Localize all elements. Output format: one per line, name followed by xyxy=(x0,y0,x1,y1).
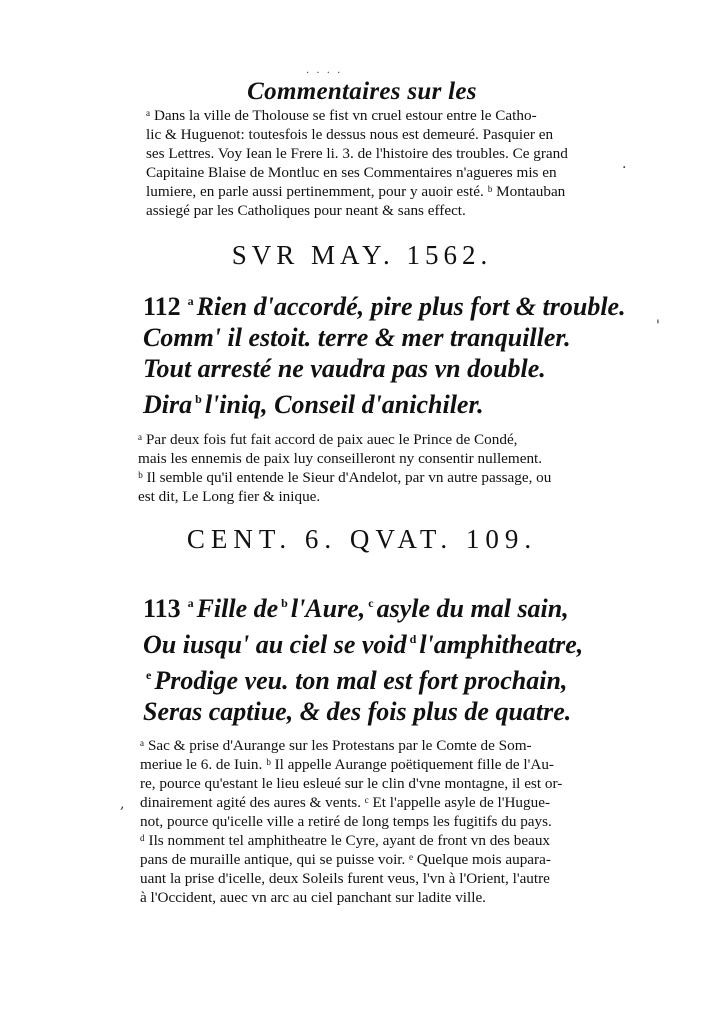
note-line: est dit, Le Long fier & inique. xyxy=(138,488,321,505)
section-title-may-1562: SVR MAY. 1562. xyxy=(231,240,493,270)
note-line: mais les ennemis de paix luy conseilleront ny consentir nullement. xyxy=(138,450,543,467)
verse-line xyxy=(143,624,583,660)
note-line: meriue le 6. de Iuin. ᵇ Il appelle Aurange poëtiquement fille de l'Au- xyxy=(140,756,554,773)
note-line: dinairement agité des aures & vents. ᶜ Et l'appelle asyle de l'Hugue- xyxy=(140,794,551,811)
note-marker: a xyxy=(187,596,194,610)
verse-text: asyle du mal sain, xyxy=(376,594,569,623)
note-marker: a xyxy=(187,294,194,308)
margin-mark: ' xyxy=(656,318,660,334)
margin-mark: , xyxy=(120,796,125,812)
note-line: re, pource qu'estant le lieu esleué sur le clin d'vne montagne, il est or- xyxy=(140,775,563,792)
note-line: not, pource qu'icelle ville a retiré de long temps les fugitifs du pays. xyxy=(140,813,552,830)
quatrain-number: 113 xyxy=(143,594,181,623)
verse-text: Fille de xyxy=(196,594,279,623)
note-line: ᵃ Sac & prise d'Aurange sur les Protestans par le Comte de Som- xyxy=(140,737,532,754)
verse-text: Ou iusqu' au ciel se void xyxy=(143,630,407,659)
note-line: ᵃ Par deux fois fut fait accord de paix auec le Prince de Condé, xyxy=(138,431,518,448)
note-marker: d xyxy=(409,632,417,646)
section-title-cent-6: CENT. 6. QVAT. 109. xyxy=(186,524,538,554)
verse-text: l'iniq, Conseil d'anichiler. xyxy=(204,390,484,419)
note-marker: c xyxy=(368,596,374,610)
quatrain-113 xyxy=(143,588,583,727)
quatrain-112 xyxy=(143,286,626,420)
note-line: ses Lettres. Voy Iean le Frere li. 3. de l'histoire des troubles. Ce grand xyxy=(146,145,568,162)
verse-line xyxy=(143,588,583,624)
verse-line xyxy=(143,353,626,384)
verse-text: Tout arresté ne vaudra pas vn double. xyxy=(143,354,546,383)
quatrain-number: 112 xyxy=(143,292,181,321)
note-line: ᵃ Dans la ville de Tholouse se fist vn cruel estour entre le Catho- xyxy=(146,107,537,124)
commentary-note-112 xyxy=(138,430,608,506)
note-line: uant la prise d'icelle, deux Soleils furent veus, l'vn à l'Orient, l'autre xyxy=(140,870,550,887)
note-line: assiegé par les Catholiques pour neant & sans effect. xyxy=(146,202,466,219)
commentary-note-113 xyxy=(140,736,608,907)
running-head: Commentaires sur les xyxy=(247,78,477,105)
note-line: Capitaine Blaise de Montluc en ses Commentaires n'agueres mis en xyxy=(146,164,557,181)
page-ornament-dots: · · · · xyxy=(306,68,343,79)
verse-text: Comm' il estoit. terre & mer tranquiller. xyxy=(143,323,571,352)
note-marker: e xyxy=(146,668,152,682)
verse-text: Seras captiue, & des fois plus de quatre. xyxy=(143,697,572,726)
note-marker: b xyxy=(281,596,288,610)
verse-line xyxy=(143,322,626,353)
verse-line xyxy=(143,696,583,727)
note-line: pans de muraille antique, qui se puisse voir. ᵉ Quelque mois aupara- xyxy=(140,851,551,868)
verse-text: Rien d'accordé, pire plus fort & trouble. xyxy=(196,292,626,321)
note-marker: b xyxy=(195,392,202,406)
commentary-note-top xyxy=(146,106,608,220)
note-line: ᵈ Ils nomment tel amphitheatre le Cyre, ayant de front vn des beaux xyxy=(140,832,551,849)
verse-line xyxy=(143,286,626,322)
verse-line xyxy=(143,660,583,696)
note-line: lumiere, en parle aussi pertinemment, pour y auoir esté. ᵇ Montauban xyxy=(146,183,566,200)
margin-mark: . xyxy=(622,156,627,172)
note-line: à l'Occident, auec vn arc au ciel panchant sur ladite ville. xyxy=(140,889,486,906)
note-line: lic & Huguenot: toutesfois le dessus nous est demeuré. Pasquier en xyxy=(146,126,554,143)
verse-text: l'amphitheatre, xyxy=(419,630,584,659)
note-line: ᵇ Il semble qu'il entende le Sieur d'Andelot, par vn autre passage, ou xyxy=(138,469,552,486)
verse-line xyxy=(143,384,626,420)
verse-text: l'Aure, xyxy=(290,594,366,623)
verse-text: Dira xyxy=(143,390,193,419)
verse-text: Prodige veu. ton mal est fort prochain, xyxy=(154,666,568,695)
